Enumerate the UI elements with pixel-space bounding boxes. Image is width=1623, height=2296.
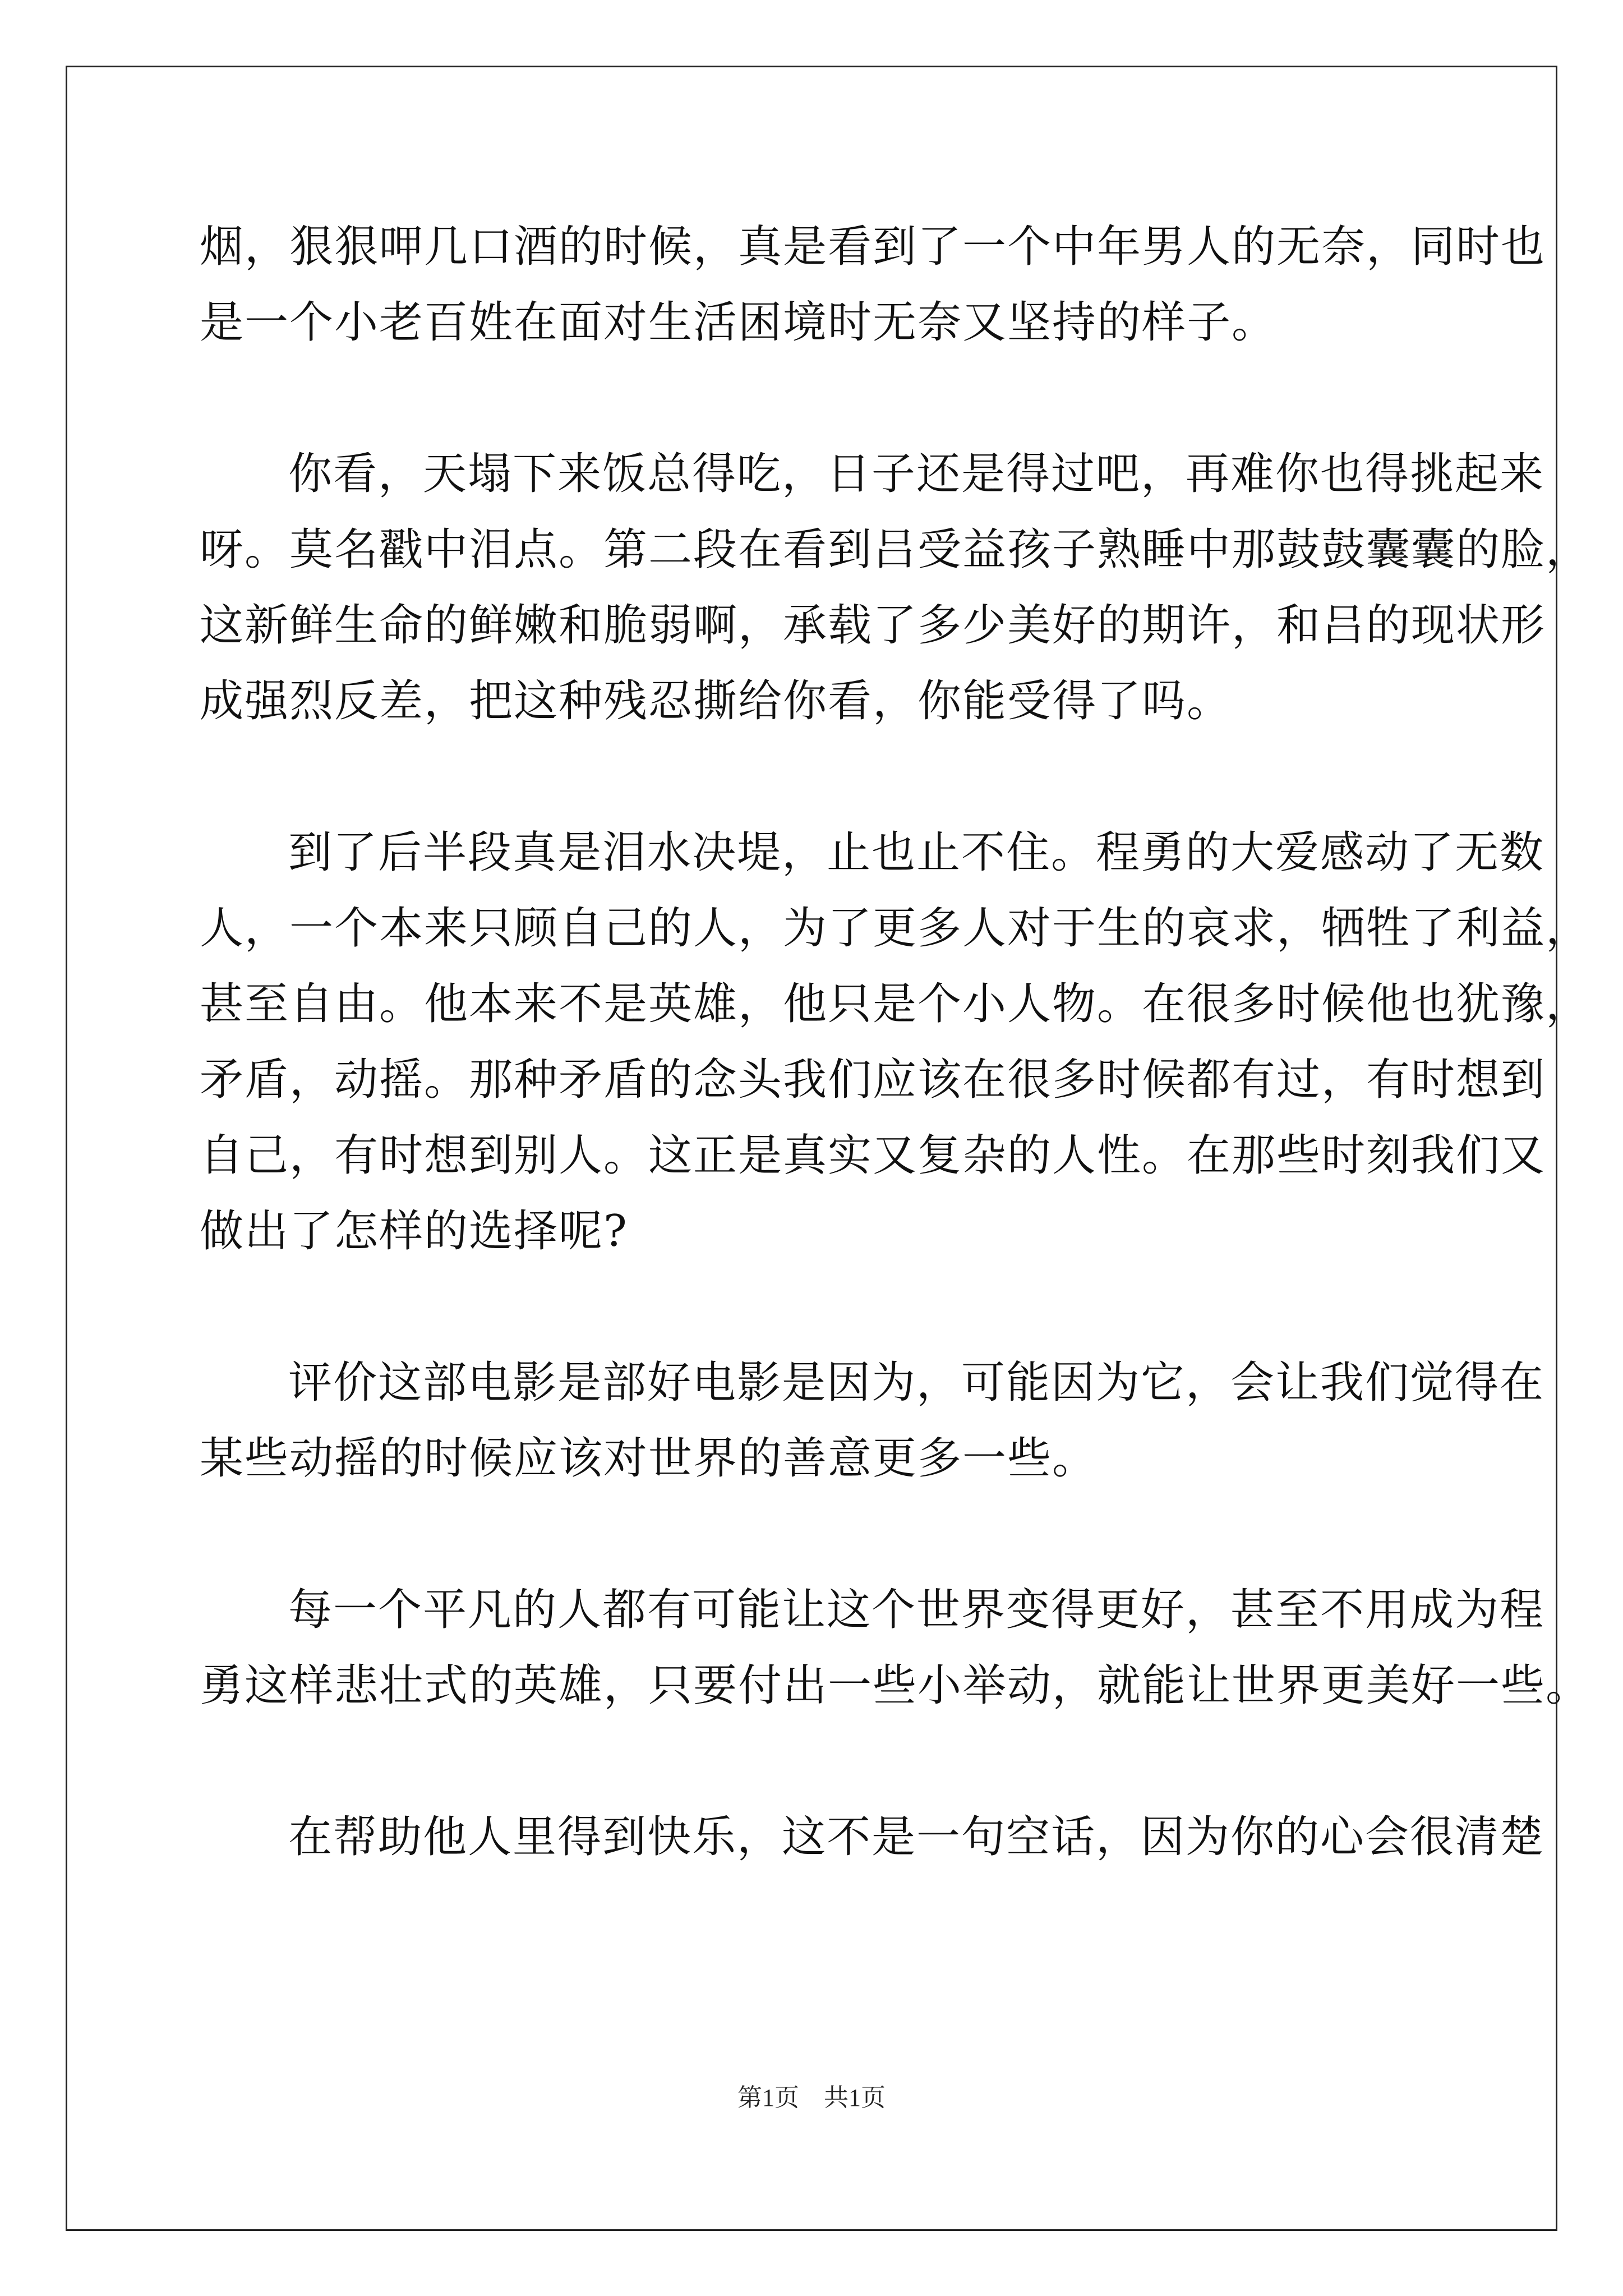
text-line: 成强烈反差，把这种残忍撕给你看，你能受得了吗。 (200, 676, 1232, 726)
text-line: 甚至自由。他本来不是英雄，他只是个小人物。在很多时候他也犹豫， (200, 979, 1591, 1029)
page-number: 第1页 (737, 2084, 799, 2111)
text-line: 做出了怎样的选择呢? (200, 1206, 628, 1257)
text-line: 在帮助他人里得到快乐，这不是一句空话，因为你的心会很清楚 (288, 1812, 1545, 1862)
paragraph (200, 1345, 1545, 1497)
text-line: 评价这部电影是部好电影是因为，可能因为它，会让我们觉得在 (288, 1358, 1545, 1408)
text-line: 矛盾，动摇。那种矛盾的念头我们应该在很多时候都有过，有时想到 (200, 1055, 1546, 1105)
paragraph-spacing (200, 1724, 1450, 1800)
page-footer (0, 2081, 1623, 2115)
paragraph (200, 209, 1546, 361)
text-line: 人，一个本来只顾自己的人，为了更多人对于生的哀求，牺牲了利益， (200, 903, 1591, 954)
text-line: 每一个平凡的人都有可能让这个世界变得更好，甚至不用成为程 (288, 1585, 1545, 1635)
paragraph-spacing (200, 1497, 1450, 1572)
paragraph (200, 1572, 1591, 1724)
page-total: 共1页 (824, 2084, 886, 2111)
paragraph-spacing (200, 739, 1450, 815)
paragraph (200, 436, 1591, 739)
text-line: 这新鲜生命的鲜嫩和脆弱啊，承载了多少美好的期许，和吕的现状形 (200, 600, 1546, 651)
text-line: 自己，有时想到别人。这正是真实又复杂的人性。在那些时刻我们又 (200, 1130, 1546, 1181)
text-line: 你看，天塌下来饭总得吃，日子还是得过吧，再难你也得挑起来 (288, 449, 1545, 499)
paragraph (200, 1800, 1545, 1875)
paragraph-spacing (200, 361, 1450, 436)
text-line: 烟，狠狠呷几口酒的时候，真是看到了一个中年男人的无奈，同时也 (200, 222, 1546, 272)
text-line: 是一个小老百姓在面对生活困境时无奈又坚持的样子。 (200, 297, 1277, 348)
text-line: 呀。莫名戳中泪点。第二段在看到吕受益孩子熟睡中那鼓鼓囊囊的脸， (200, 524, 1591, 575)
paragraph-spacing (200, 1269, 1450, 1345)
text-line: 到了后半段真是泪水决堤，止也止不住。程勇的大爱感动了无数 (288, 827, 1545, 878)
document-body (200, 209, 1591, 1875)
text-line: 勇这样悲壮式的英雄，只要付出一些小举动，就能让世界更美好一些。 (200, 1660, 1591, 1711)
paragraph (200, 815, 1591, 1269)
text-line: 某些动摇的时候应该对世界的善意更多一些。 (200, 1433, 1098, 1484)
